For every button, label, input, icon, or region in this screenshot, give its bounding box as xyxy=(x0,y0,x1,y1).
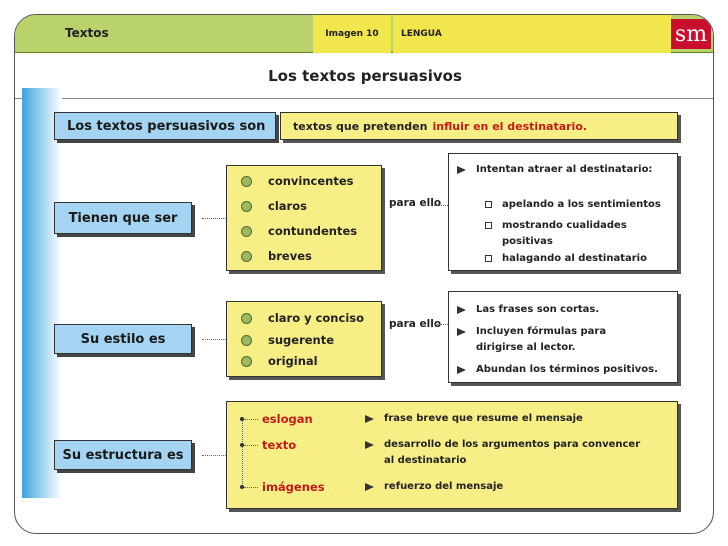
connector-dots xyxy=(434,205,448,206)
bullet-icon xyxy=(241,176,252,187)
detail-title-row: Intentan atraer al destinatario: xyxy=(457,164,652,175)
arrow-icon xyxy=(365,415,374,423)
section2-detail-box: Las frases son cortas. Incluyen fórmulas para dirigirse al lector. Abundan los términos positivos. xyxy=(448,291,678,383)
section3-label-text: Su estructura es xyxy=(62,447,184,463)
structure-part: texto xyxy=(240,438,296,452)
connector-dots xyxy=(202,218,226,219)
section2-label-text: Su estilo es xyxy=(80,331,166,347)
section-label: Textos xyxy=(65,26,109,40)
arrow-icon xyxy=(457,306,466,314)
checkbox-icon xyxy=(485,201,492,208)
list-item: claro y conciso xyxy=(241,311,364,325)
bullet-icon xyxy=(241,226,252,237)
checkbox-icon xyxy=(485,255,492,262)
section1-items-box xyxy=(226,165,382,271)
connector-dots xyxy=(202,455,226,456)
arrow-icon xyxy=(365,441,374,449)
list-item: breves xyxy=(241,249,312,263)
structure-part: imágenes xyxy=(240,480,325,494)
subject-label: LENGUA xyxy=(393,15,671,53)
list-item: Incluyen fórmulas para xyxy=(457,326,606,337)
connector-label: para ello xyxy=(389,318,442,330)
section1-detail-box: Intentan atraer al destinatario: apelando a los sentimientos mostrando cualidades positivas halagando al destinatario xyxy=(448,153,678,271)
arrow-icon xyxy=(457,166,466,174)
list-item: Las frases son cortas. xyxy=(457,304,599,315)
bullet-icon xyxy=(241,313,252,324)
connector-label: para ello xyxy=(389,197,442,209)
list-item: halagando al destinatario xyxy=(485,253,647,264)
structure-line xyxy=(242,418,243,488)
structure-desc: frase breve que resume el mensaje xyxy=(365,413,583,424)
definition-highlight: influir en el destinatario. xyxy=(432,119,588,133)
sm-logo: sm xyxy=(671,19,711,49)
bullet-icon xyxy=(241,356,252,367)
list-item: apelando a los sentimientos xyxy=(485,199,661,210)
list-item: mostrando cualidades xyxy=(485,220,627,231)
connector-dots xyxy=(434,324,448,325)
structure-part: eslogan xyxy=(240,412,313,426)
title-row xyxy=(15,53,714,99)
header-bar xyxy=(15,15,714,53)
arrow-icon xyxy=(457,366,466,374)
structure-desc: refuerzo del mensaje xyxy=(365,481,503,492)
image-number: Imagen 10 xyxy=(313,15,391,53)
section1-label xyxy=(54,202,192,234)
structure-desc: desarrollo de los argumentos para convencer xyxy=(365,439,640,450)
definition-label-text: Los textos persuasivos son xyxy=(67,118,266,134)
definition-label xyxy=(54,112,276,140)
section3-label xyxy=(54,440,192,470)
definition-box xyxy=(280,112,678,140)
arrow-icon xyxy=(365,483,374,491)
definition-text: textos que pretenden xyxy=(293,119,428,133)
section3-box: eslogan texto imágenes frase breve que resume el mensaje desarrollo de los argumentos para convencer al destinatario refuerzo del mensaje xyxy=(226,401,678,509)
connector-dots xyxy=(202,339,226,340)
bullet-icon xyxy=(241,201,252,212)
list-item: Abundan los términos positivos. xyxy=(457,364,658,375)
list-item: sugerente xyxy=(241,333,334,347)
section1-label-text: Tienen que ser xyxy=(68,210,178,226)
section2-label xyxy=(54,324,192,354)
list-item: original xyxy=(241,354,318,368)
bullet-icon xyxy=(241,251,252,262)
list-item: convincentes xyxy=(241,174,353,188)
list-item: contundentes xyxy=(241,224,357,238)
bullet-icon xyxy=(241,335,252,346)
checkbox-icon xyxy=(485,222,492,229)
blue-gradient-band xyxy=(22,88,62,498)
list-item: claros xyxy=(241,199,307,213)
page-title: Los textos persuasivos xyxy=(268,66,462,85)
section2-items-box xyxy=(226,301,382,377)
arrow-icon xyxy=(457,328,466,336)
